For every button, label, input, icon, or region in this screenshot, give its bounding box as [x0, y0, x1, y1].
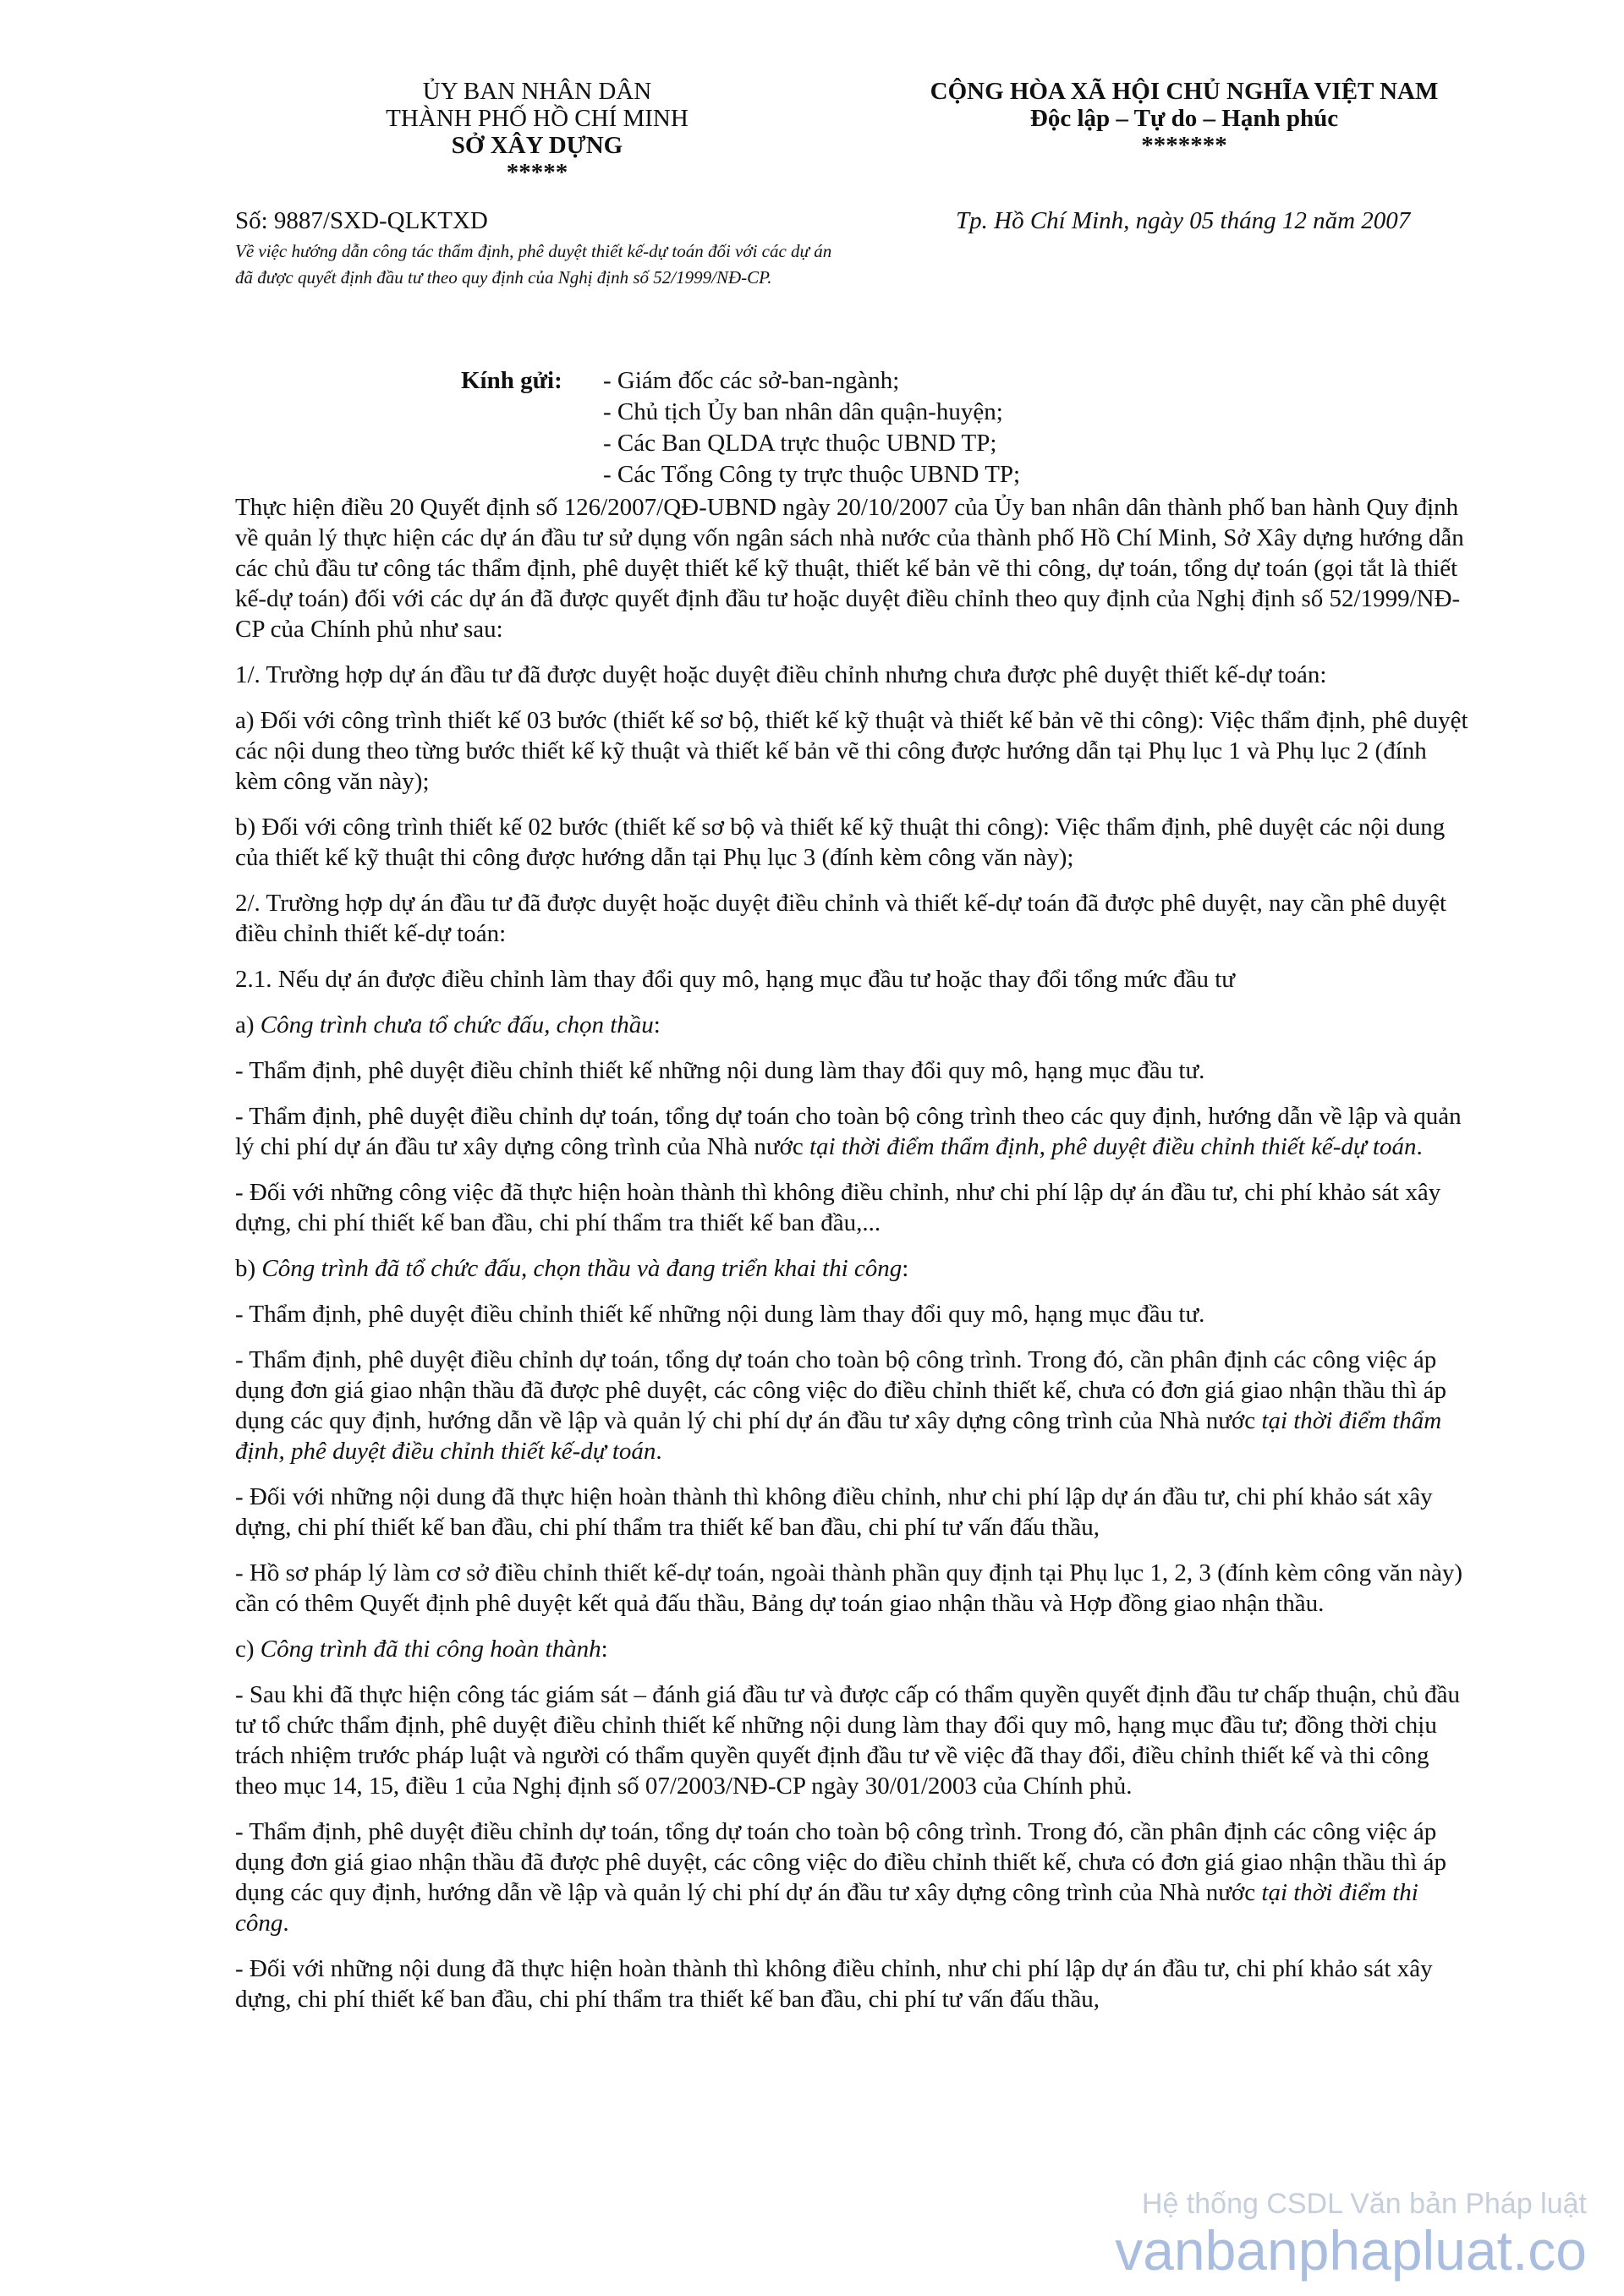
- site-watermark: [1115, 2188, 1587, 2281]
- item-b-heading: [235, 1253, 1474, 1284]
- item-b-point-2-text: - Thẩm định, phê duyệt điều chỉnh dự toán, tổng dự toán cho toàn bộ công trình. Trong đó, cần phân định các công việc áp dụng đơn giá giao nhận thầu đã được phê duyệt, các công việc do điều chỉnh thiết kế, chưa có đơn giá giao nhận thầu thì áp dụng các quy định, hướng dẫn về lập và quản lý chi phí dự án đầu tư xây dựng công trình của Nhà nước: [235, 1346, 1446, 1434]
- item-c-point-3: - Đối với những nội dung đã thực hiện hoàn thành thì không điều chỉnh, như chi phí lập dự án đầu tư, chi phí khảo sát xây dựng, chi phí thiết kế ban đầu, chi phí thẩm tra thiết kế ban đầu, chi phí tư vấn đấu thầu,: [235, 1955, 1433, 2013]
- agency-line-1: ỦY BAN NHÂN DÂN: [422, 78, 652, 105]
- intro-paragraph: Thực hiện điều 20 Quyết định số 126/2007/QĐ-UBND ngày 20/10/2007 của Ủy ban nhân dân thành phố ban hành Quy định về quản lý thực hiện các dự án đầu tư sử dụng vốn ngân sách nhà nước của thành phố Hồ Chí Minh, Sở Xây dựng hướng dẫn các chủ đầu tư công tác thẩm định, phê duyệt thiết kế kỹ thuật, thiết kế bản vẽ thi công, dự toán, tổng dự toán (gọi tắt là thiết kế-dự toán) đối với các dự án đã được quyết định đầu tư hoặc duyệt điều chỉnh theo quy định của Nghị định số 52/1999/NĐ-CP của Chính phủ như sau:: [235, 494, 1464, 643]
- item-b-suffix: :: [902, 1255, 909, 1282]
- item-b-point-2: [235, 1345, 1474, 1466]
- item-a-heading: [235, 1010, 1474, 1040]
- item-a-suffix: :: [653, 1011, 661, 1038]
- item-c-point-1: - Sau khi đã thực hiện công tác giám sát – đánh giá đầu tư và được cấp có thẩm quyền quyết định đầu tư chấp thuận, chủ đầu tư tổ chức thẩm định, phê duyệt điều chỉnh thiết kế những nội dung làm thay đổi quy mô, hạng mục đầu tư; đồng thời chịu trách nhiệm trước pháp luật và người có thẩm quyền quyết định đầu tư về việc đã thay đổi, điều chỉnh thiết kế và thi công theo mục 14, 15, điều 1 của Nghị định số 07/2003/NĐ-CP ngày 30/01/2003 của Chính phủ.: [235, 1681, 1461, 1800]
- document-date: Tp. Hồ Chí Minh, ngày 05 tháng 12 năm 2007: [956, 207, 1411, 234]
- item-b-point-4: - Hồ sơ pháp lý làm cơ sở điều chỉnh thiết kế-dự toán, ngoài thành phần quy định tại Phụ lục 1, 2, 3 (đính kèm công văn này) cần có thêm Quyết định phê duyệt kết quả đấu thầu, Bảng dự toán giao nhận thầu và Hợp đồng giao nhận thầu.: [235, 1559, 1463, 1617]
- item-c-point-2-end: .: [283, 1910, 289, 1937]
- item-a-point-2-italic: tại thời điểm thẩm định, phê duyệt điều chỉnh thiết kế-dự toán: [809, 1133, 1417, 1160]
- agency-line-2: THÀNH PHỐ HỒ CHÍ MINH: [386, 105, 689, 132]
- issuing-agency-header: [313, 78, 761, 186]
- recipients-list: [603, 365, 1020, 490]
- section-2-1-heading: 2.1. Nếu dự án được điều chỉnh làm thay đổi quy mô, hạng mục đầu tư hoặc thay đổi tổng mức đầu tư: [235, 966, 1235, 993]
- item-b-point-1: - Thẩm định, phê duyệt điều chỉnh thiết kế những nội dung làm thay đổi quy mô, hạng mục đầu tư.: [235, 1301, 1205, 1328]
- item-b-title: Công trình đã tổ chức đấu, chọn thầu và đang triển khai thi công: [261, 1255, 903, 1282]
- item-b-prefix: b): [235, 1255, 262, 1282]
- item-c-title: Công trình đã thi công hoàn thành: [260, 1636, 601, 1663]
- motto-stars: *******: [1141, 132, 1227, 159]
- section-2-heading: 2/. Trường hợp dự án đầu tư đã được duyệt hoặc duyệt điều chỉnh và thiết kế-dự toán đã được phê duyệt, nay cần phê duyệt điều chỉnh thiết kế-dự toán:: [235, 890, 1447, 947]
- section-1-heading: 1/. Trường hợp dự án đầu tư đã được duyệt hoặc duyệt điều chỉnh nhưng chưa được phê duyệt thiết kế-dự toán:: [235, 661, 1327, 688]
- item-a-prefix: a): [235, 1011, 261, 1038]
- section-1b-paragraph: b) Đối với công trình thiết kế 02 bước (thiết kế sơ bộ và thiết kế kỹ thuật thi công): Việc thẩm định, phê duyệt các nội dung của thiết kế kỹ thuật thi công được hướng dẫn tại Phụ lục 3 (đính kèm công văn này);: [235, 814, 1446, 871]
- item-a-point-1: - Thẩm định, phê duyệt điều chỉnh thiết kế những nội dung làm thay đổi quy mô, hạng mục đầu tư.: [235, 1057, 1205, 1084]
- item-a-title: Công trình chưa tổ chức đấu, chọn thầu: [260, 1011, 654, 1038]
- recipients-label: Kính gửi:: [461, 367, 562, 394]
- item-b-point-2-end: .: [656, 1438, 662, 1465]
- recipient-item: - Các Ban QLDA trực thuộc UBND TP;: [603, 430, 997, 457]
- item-c-point-2: [235, 1817, 1474, 1938]
- document-number: Số: 9887/SXD-QLKTXD: [235, 207, 488, 234]
- recipient-item: - Chủ tịch Ủy ban nhân dân quận-huyện;: [603, 398, 1003, 425]
- recipient-item: - Giám đốc các sở-ban-ngành;: [603, 367, 900, 394]
- document-subject: Về việc hướng dẫn công tác thẩm định, phê duyệt thiết kế-dự toán đối với các dự án đã được quyết định đầu tư theo quy định của Nghị định số 52/1999/NĐ-CP.: [235, 241, 832, 288]
- item-a-point-2-end: .: [1416, 1133, 1423, 1160]
- item-c-heading: [235, 1634, 1474, 1664]
- item-c-point-2-text: - Thẩm định, phê duyệt điều chỉnh dự toán, tổng dự toán cho toàn bộ công trình. Trong đó, cần phân định các công việc áp dụng đơn giá giao nhận thầu đã được phê duyệt, các công việc do điều chỉnh thiết kế, chưa có đơn giá giao nhận thầu thì áp dụng các quy định, hướng dẫn về lập và quản lý chi phí dự án đầu tư xây dựng công trình của Nhà nước: [235, 1818, 1446, 1906]
- agency-line-3: SỞ XÂY DỰNG: [451, 132, 623, 159]
- item-b-point-2-italic: tại thời điểm thẩm định, phê duyệt điều chỉnh thiết kế-dự toán: [235, 1407, 1442, 1465]
- item-c-prefix: c): [235, 1636, 261, 1663]
- motto: Độc lập – Tự do – Hạnh phúc: [1029, 105, 1339, 132]
- recipients-block: [461, 365, 1020, 490]
- watermark-caption: Hệ thống CSDL Văn bản Pháp luật: [1141, 2188, 1587, 2220]
- item-b-point-3: - Đối với những nội dung đã thực hiện hoàn thành thì không điều chỉnh, như chi phí lập dự án đầu tư, chi phí khảo sát xây dựng, chi phí thiết kế ban đầu, chi phí thẩm tra thiết kế ban đầu, chi phí tư vấn đấu thầu,: [235, 1483, 1433, 1541]
- item-c-suffix: :: [601, 1636, 608, 1663]
- item-a-point-3: - Đối với những công việc đã thực hiện hoàn thành thì không điều chỉnh, như chi phí lập dự án đầu tư, chi phí khảo sát xây dựng, chi phí thiết kế ban đầu, chi phí thẩm tra thiết kế ban đầu,...: [235, 1179, 1441, 1236]
- document-body: [235, 492, 1474, 2030]
- national-motto-header: [846, 78, 1522, 159]
- country-name: CỘNG HÒA XÃ HỘI CHỦ NGHĨA VIỆT NAM: [930, 78, 1439, 105]
- section-1a-paragraph: a) Đối với công trình thiết kế 03 bước (thiết kế sơ bộ, thiết kế kỹ thuật và thiết kế bản vẽ thi công): Việc thẩm định, phê duyệt các nội dung theo từng bước thiết kế kỹ thuật và thiết kế bản vẽ thi công được hướng dẫn tại Phụ lục 1 và Phụ lục 2 (đính kèm công văn này);: [235, 707, 1468, 795]
- agency-stars: *****: [506, 159, 568, 186]
- item-c-point-2-italic: tại thời điểm thi công: [235, 1879, 1418, 1937]
- recipient-item: - Các Tổng Công ty trực thuộc UBND TP;: [603, 461, 1021, 488]
- item-a-point-2: [235, 1101, 1474, 1162]
- item-a-point-2-text: - Thẩm định, phê duyệt điều chỉnh dự toán, tổng dự toán cho toàn bộ công trình theo các quy định, hướng dẫn về lập và quản lý chi phí dự án đầu tư xây dựng công trình của Nhà nước: [235, 1103, 1462, 1160]
- watermark-domain: vanbanphapluat.co: [1115, 2219, 1587, 2282]
